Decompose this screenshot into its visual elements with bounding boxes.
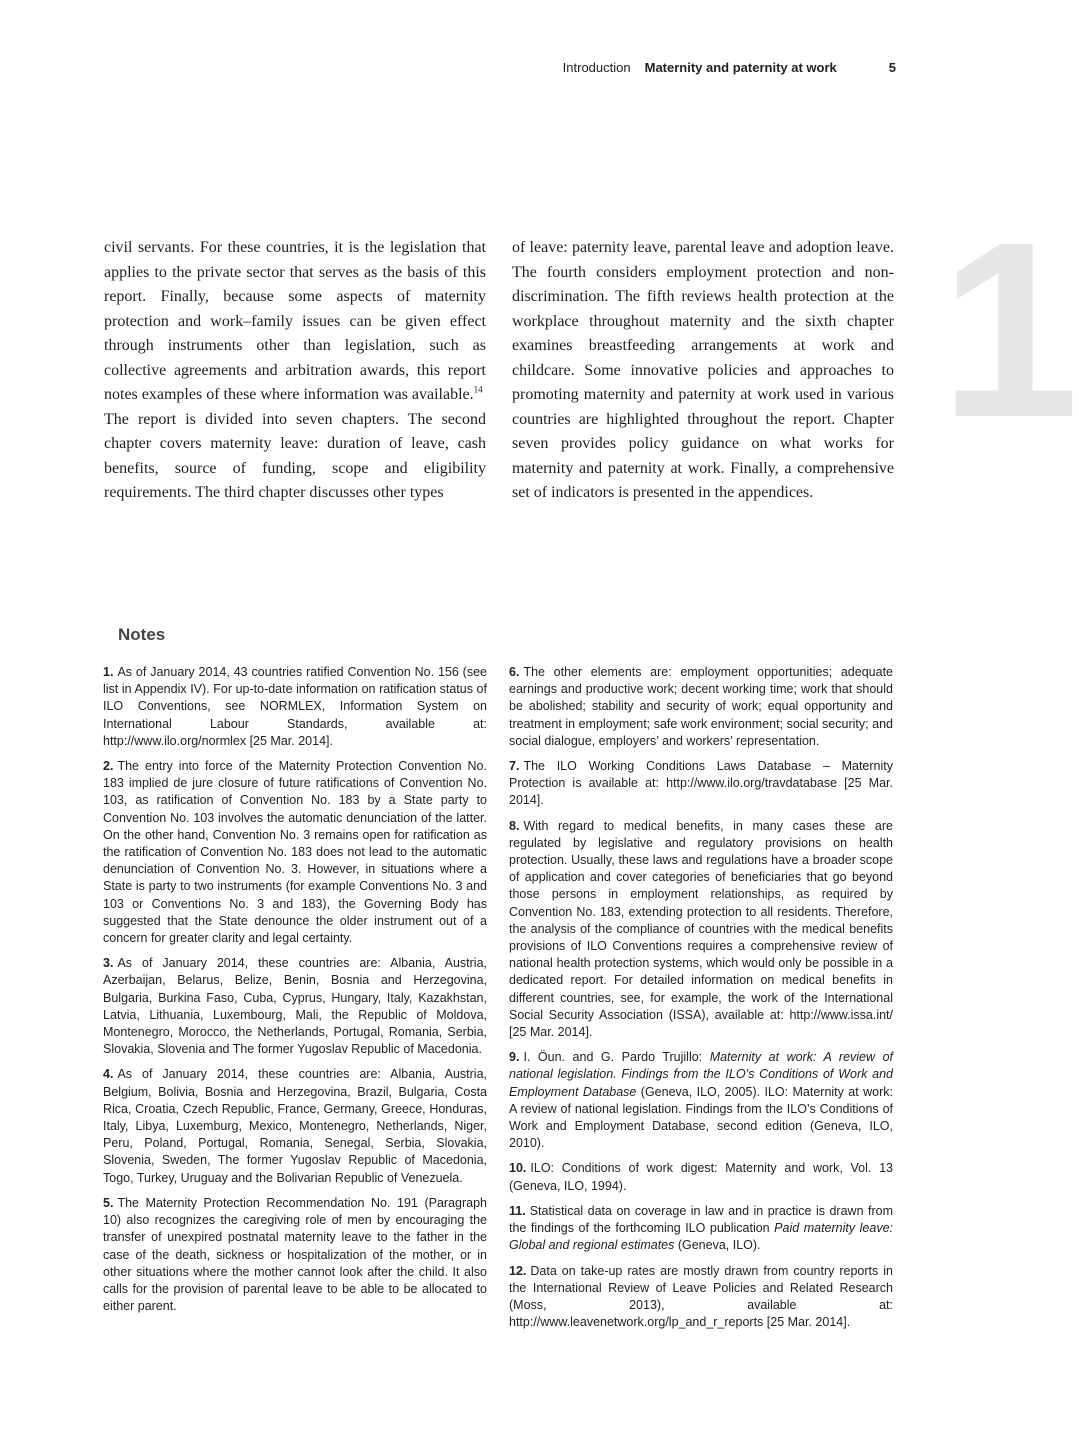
body-paragraph-text: civil servants. For these countries, it is the legislation that applies to the private sector that serves as the basis of this report. Finally, because some aspects of maternity protection and work–family issues can be given effect through instruments other than legislation, such as collective agreements and arbitration awards, this report notes examples of these where information was available. [104, 239, 486, 403]
note-text: The entry into force of the Maternity Protection Convention No. 183 implied de jure closure of future ratifications of Convention No. 103, as ratification of Convention No. 183 by a State party to Convention No. 103 involves the automatic denunciation of the latter. On the other hand, Convention No. 3 remains open for ratification as the ratification of Convention No. 183 does not lead to the automatic denunciation of Convention No. 3. However, in situations where a State is party to two instruments (for example Conventions No. 3 and 103 or Conventions No. 3 and 183), the Governing Body has suggested that the State denounce the older instrument out of a concern for greater clarity and legal certainty. [103, 759, 487, 946]
body-column-right [512, 236, 894, 506]
header-title: Maternity and paternity at work [644, 60, 837, 75]
note-item [509, 1203, 893, 1255]
body-text [104, 236, 894, 506]
note-text: The other elements are: employment opportunities; adequate earnings and productive work; decent working time; work that should be abolished; stability and security of work; equal opportunity and treatment in employment; safe work environment; social security; and social dialogue, employers’ and workers’ representation. [509, 665, 893, 748]
body-paragraph [104, 236, 486, 408]
note-number: 10. [509, 1161, 527, 1176]
body-column-left [104, 236, 486, 506]
note-item [509, 1160, 893, 1194]
header-section: Introduction [562, 60, 631, 75]
note-number: 1. [103, 665, 114, 679]
note-text: As of January 2014, these countries are: Albania, Austria, Azerbaijan, Belarus, Belize, Benin, Bosnia and Herzegovina, Bulgaria, Burkina Faso, Cuba, Cyprus, Hungary, Italy, Kazakhstan, Latvia, Lithuania, Luxembourg, Mali, the Republic of Moldova, Montenegro, Morocco, the Netherlands, Portugal, Romania, Serbia, Slovakia, Slovenia and The former Yugoslav Republic of Macedonia. [103, 956, 487, 1057]
note-item [103, 955, 487, 1058]
note-number: 3. [103, 956, 114, 971]
note-item [509, 1049, 893, 1152]
note-text: Data on take-up rates are mostly drawn from country reports in the International Review of Leave Policies and Related Research (Moss, 2013), available at: http://www.leavenetwork.org/lp_and_r_reports [25 Mar. 2014]. [509, 1263, 893, 1330]
note-item [509, 818, 893, 1042]
notes-heading: Notes [118, 625, 166, 644]
note-text-pre: Statistical data on coverage in law and in practice is drawn from the findings of the forthcoming ILO publication [509, 1203, 893, 1236]
note-text-post: (Geneva, ILO, 2005). ILO: Maternity at work: A review of national legislation. Findings from the ILO’s Conditions of Work and Employment Database, second edition (Geneva, ILO, 2010). [509, 1084, 894, 1151]
note-text: As of January 2014, these countries are: Albania, Austria, Belgium, Bolivia, Bosnia and Herzegovina, Brazil, Bulgaria, Costa Rica, Croatia, Czech Republic, France, Germany, Greece, Honduras, Italy, Libya, Luxemburg, Mexico, Montenegro, Netherlands, Niger, Peru, Poland, Portugal, Romania, Senegal, Serbia, Slovakia, Slovenia, Sweden, The former Yugoslav Republic of Macedonia, Togo, Turkey, Uruguay and the Bolivarian Republic of Venezuela. [103, 1067, 487, 1185]
note-item [509, 1263, 893, 1332]
body-paragraph: of leave: paternity leave, parental leave and adoption leave. The fourth considers employment protection and non-discrimination. The fifth reviews health protection at the workplace throughout maternity and the sixth chapter examines breastfeeding arrangements at work and childcare. Some innovative policies and approaches to promoting maternity and paternity at work used in various countries are highlighted throughout the report. Chapter seven provides policy guidance on what works for maternity and paternity at work. Finally, a comprehensive set of indicators is presented in the appendices. [512, 239, 894, 501]
publication-title: Maternity at work: A review of national legislation. Findings from the ILO’s Conditions of Work and Employment Database [509, 1050, 893, 1099]
note-text: The Maternity Protection Recommendation No. 191 (Paragraph 10) also recognizes the caregiving role of men by encouraging the transfer of unexpired postnatal maternity leave to the father in the case of the death, sickness or hospitalization of the mother, or in other situations where the mother cannot look after the child. It also calls for the provision of parental leave to be able to be allocated to either parent. [103, 1195, 487, 1314]
note-number: 9. [509, 1050, 520, 1065]
running-header [563, 60, 896, 75]
note-number: 6. [509, 665, 520, 679]
note-number: 8. [509, 818, 520, 833]
note-number: 12. [509, 1263, 527, 1278]
note-text: With regard to medical benefits, in many cases these are regulated by legislative and regulatory provisions on health protection. Usually, these laws and regulations have a broader scope of application and cover categories of beneficiaries that go beyond those persons in employment relationships, as required by Convention No. 183, extending protection to all residents. Therefore, the analysis of the compliance of countries with the medical benefits provisions of ILO Conventions requires a comprehensive review of national health protection systems, which would only be possible in a dedicated report. For detailed information on medical benefits in different countries, see, for example, the work of the International Social Security Association (ISSA), available at: http://www.issa.int/ [25 Mar. 2014]. [509, 818, 893, 1040]
note-text: ILO: Conditions of work digest: Maternity and work, Vol. 13 (Geneva, ILO, 1994). [509, 1161, 893, 1193]
note-item [103, 664, 487, 750]
chapter-number: 1 [940, 190, 1079, 469]
note-item [103, 758, 487, 947]
note-item [103, 1195, 487, 1315]
note-item [509, 758, 893, 810]
body-paragraph: The report is divided into seven chapters. The second chapter covers maternity leave: duration of leave, cash benefits, source of funding, scope and eligibility requirements. The third chapter discusses other types [104, 410, 486, 501]
note-number: 2. [103, 759, 114, 774]
note-number: 11. [509, 1203, 526, 1218]
notes-section [103, 664, 893, 1339]
note-item [103, 1066, 487, 1186]
note-text-post: (Geneva, ILO). [674, 1238, 761, 1253]
notes-column-right [509, 664, 893, 1339]
note-number: 5. [103, 1195, 114, 1210]
note-text: The ILO Working Conditions Laws Database – Maternity Protection is available at: http://www.ilo.org/travdatabase [25 Mar. 2014]. [509, 759, 893, 808]
publication-title: Paid maternity leave: Global and regional estimates [509, 1221, 893, 1253]
note-text-pre: I. Öun. and G. Pardo Trujillo: [523, 1050, 710, 1065]
footnote-reference[interactable]: 14 [473, 384, 483, 395]
note-text: As of January 2014, 43 countries ratified Convention No. 156 (see list in Appendix IV). For up-to-date information on ratification status of ILO Conventions, see NORMLEX, Information System on International Labour Standards, available at: http://www.ilo.org/normlex [25 Mar. 2014]. [103, 665, 487, 748]
note-item [509, 664, 893, 750]
note-number: 7. [509, 759, 520, 774]
note-number: 4. [103, 1067, 114, 1082]
notes-column-left [103, 664, 487, 1339]
page-number: 5 [888, 60, 896, 75]
